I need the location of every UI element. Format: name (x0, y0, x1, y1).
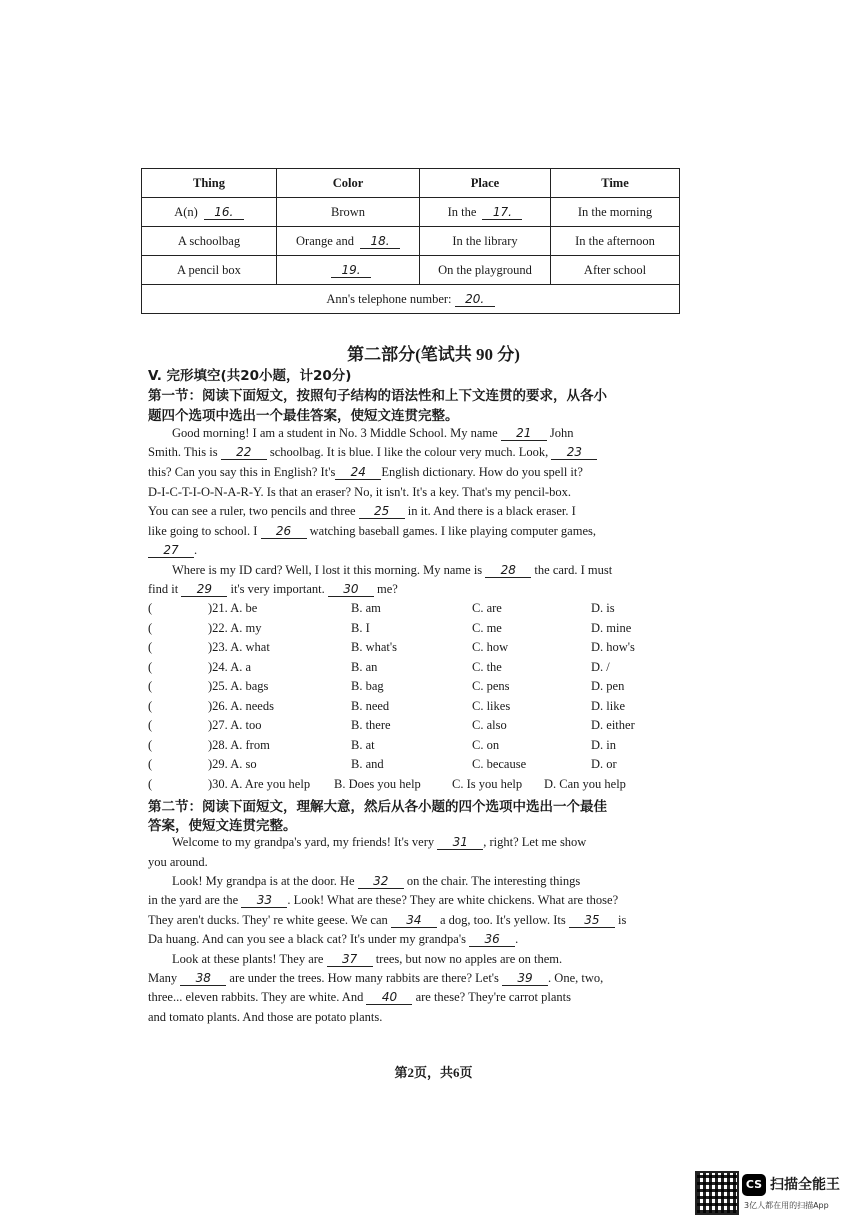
passage-line (148, 504, 576, 519)
question-option: B. there (351, 718, 391, 732)
cell-text: A pencil box (177, 262, 241, 277)
question-option: D. is (591, 601, 615, 615)
passage-line (148, 855, 208, 870)
table-cell (420, 256, 551, 285)
table-cell (551, 256, 680, 285)
passage-text: find it (148, 582, 182, 596)
table-cell (420, 198, 551, 227)
question-option: D. either (591, 718, 635, 732)
header-place: Place (420, 169, 551, 198)
answer-blank: 32 (358, 874, 404, 889)
answer-blank: 40 (366, 990, 412, 1005)
question-option-a: )25. A. bags (208, 679, 269, 693)
passage-text: Where is my ID card? Well, I lost it this morning. My name is (172, 563, 486, 577)
question-option: D. like (591, 698, 626, 713)
question-option: C. because (472, 757, 527, 771)
passage-line (148, 1010, 382, 1025)
question-option-a: )27. A. too (208, 718, 262, 732)
passage-line (172, 563, 612, 578)
answer-blank: 30 (328, 582, 374, 597)
answer-blank: 23 (551, 445, 597, 460)
answer-blank: 39 (502, 971, 548, 986)
answer-blank: 29 (181, 582, 227, 597)
answer-blank: 28 (485, 563, 531, 578)
brand-name: 扫描全能王 (770, 1177, 840, 1193)
table-cell (551, 227, 680, 256)
table-cell (142, 198, 277, 227)
cell-text: In the (447, 204, 477, 219)
section2-instruction-2: 答案，使短文连贯完整。 (148, 818, 297, 834)
passage-text: . (515, 932, 519, 946)
table-row (142, 256, 680, 285)
question-option-a: )23. A. what (208, 640, 270, 654)
passage-text: a dog, too. It's yellow. Its (436, 913, 569, 927)
question-option: D. / (591, 659, 610, 674)
passage-text: schoolbag. It is blue. I like the colour very much. Look, (266, 445, 552, 459)
question-option: B. what's (351, 640, 398, 654)
cell-text: A(n) (174, 204, 198, 219)
cell-blank: 17. (482, 205, 522, 220)
passage-text: Good morning! I am a student in No. 3 Middle School. My name (172, 426, 501, 440)
answer-blank: 22 (221, 445, 267, 460)
answer-paren[interactable]: ( (148, 640, 153, 654)
passage-text: , right? Let me show (483, 835, 587, 849)
question-option: B. and (351, 757, 384, 771)
question-option: C. how (472, 640, 509, 654)
question-option: B. an (351, 659, 378, 674)
passage-text: it's very important. (227, 582, 328, 596)
passage-line (148, 524, 596, 539)
answer-blank: 35 (569, 913, 615, 928)
passage-text: They aren't ducks. They' re white geese. We can (148, 913, 391, 927)
table-cell (277, 198, 420, 227)
passage-text: . Look! What are these? They are white chickens. What are those? (287, 893, 619, 907)
answer-paren[interactable]: ( (148, 679, 153, 693)
passage-line (148, 990, 571, 1005)
passage-text: D-I-C-T-I-O-N-A-R-Y. Is that an eraser? No, it isn't. It's a key. That's my pencil-box. (148, 485, 571, 499)
passage-text: in the yard are the (148, 893, 242, 907)
question-option: C. on (472, 737, 500, 752)
passage-line (148, 971, 603, 986)
question-option: C. me (472, 620, 502, 635)
passage-text: me? (373, 582, 398, 596)
cell-text: After school (583, 262, 647, 277)
answer-paren[interactable]: ( (148, 698, 153, 713)
passage-text: Many (148, 971, 181, 985)
passage-text: like going to school. I (148, 524, 261, 538)
table-row (142, 227, 680, 256)
question-option: C. likes (472, 698, 511, 713)
answer-paren[interactable]: ( (148, 718, 153, 732)
question-option: B. I (351, 620, 370, 635)
section2-instruction-1: 第二节：阅读下面短文，理解大意，然后从各小题的四个选项中选出一个最佳 (148, 799, 607, 815)
answer-paren[interactable]: ( (148, 776, 153, 791)
question-option-a: )29. A. so (208, 757, 257, 771)
passage-text: John (546, 426, 574, 440)
passage-text: English dictionary. How do you spell it? (381, 465, 583, 479)
passage-text: three... eleven rabbits. They are white. And (148, 990, 367, 1004)
cell-text: Orange and (296, 233, 354, 248)
qr-code-icon (695, 1171, 739, 1215)
header-thing: Thing (142, 169, 277, 198)
answer-blank: 24 (335, 465, 381, 480)
question-option: B. at (351, 737, 375, 752)
question-option: B. need (351, 698, 390, 713)
answer-blank: 33 (241, 893, 287, 908)
passage-text: . (194, 543, 198, 557)
question-option-a: )28. A. from (208, 737, 270, 752)
passage-text: Smith. This is (148, 445, 221, 459)
passage-text: Look at these plants! They are (172, 952, 327, 966)
passage-text: you around. (148, 855, 208, 869)
passage-text: are these? They're carrot plants (412, 990, 571, 1004)
cell-text: In the library (452, 233, 518, 248)
passage-line (148, 913, 626, 928)
answer-paren[interactable]: ( (148, 620, 153, 635)
passage-line (148, 465, 583, 480)
question-option: D. or (591, 757, 617, 771)
question-option: C. are (472, 601, 502, 615)
passage-text: trees, but now no apples are on them. (372, 952, 563, 966)
table-cell (142, 256, 277, 285)
cell-text: Brown (330, 204, 366, 219)
passage-text: Look! My grandpa is at the door. He (172, 874, 358, 888)
telephone-label: Ann's telephone number: (326, 291, 452, 306)
answer-paren[interactable]: ( (148, 737, 153, 752)
cell-text: A schoolbag (177, 233, 241, 248)
page-footer: 第2页，共6页 (394, 1065, 473, 1080)
table-footer-row (142, 285, 680, 314)
passage-text: in it. And there is a black eraser. I (404, 504, 576, 518)
passage-line (148, 445, 597, 460)
passage-line (172, 426, 574, 441)
table-cell (277, 256, 420, 285)
camscanner-logo: CS (742, 1174, 766, 1196)
question-option: C. Is you help (452, 776, 523, 791)
question-option: B. bag (351, 679, 384, 693)
answer-blank: 27 (148, 543, 194, 558)
answer-blank: 26 (261, 524, 307, 539)
passage-text: watching baseball games. I like playing computer games, (306, 524, 596, 538)
blank-20: 20. (455, 292, 495, 307)
question-option-a: )24. A. a (208, 659, 252, 674)
section1-instruction-1: 第一节：阅读下面短文，按照句子结构的语法性和上下文连贯的要求，从各小 (148, 388, 607, 404)
answer-blank: 21 (501, 426, 547, 441)
table-row (142, 198, 680, 227)
answer-blank: 37 (327, 952, 373, 967)
passage-line (172, 835, 586, 850)
passage-line (148, 893, 618, 908)
cell-text: On the playground (438, 262, 532, 277)
passage-text: . One, two, (548, 971, 604, 985)
table-cell (420, 227, 551, 256)
answer-blank: 31 (437, 835, 483, 850)
question-option: C. also (472, 718, 507, 732)
cell-text: In the morning (577, 204, 653, 219)
answer-paren[interactable]: ( (148, 601, 153, 615)
question-option: C. the (472, 659, 502, 674)
question-option-a: )21. A. be (208, 601, 258, 615)
passage-text: and tomato plants. And those are potato plants. (148, 1010, 383, 1024)
part2-title: 第二部分(笔试共 90 分) (347, 345, 520, 364)
section-v-heading: V. 完形填空(共20小题，计20分) (148, 368, 352, 384)
table-header-row (142, 169, 680, 198)
cell-blank: 16. (204, 205, 244, 220)
passage-text: You can see a ruler, two pencils and three (148, 504, 359, 518)
table-cell (277, 227, 420, 256)
question-option: D. Can you help (544, 776, 626, 791)
question-option: C. pens (472, 679, 510, 693)
header-color: Color (277, 169, 420, 198)
answer-blank: 34 (391, 913, 437, 928)
cell-text: In the afternoon (575, 233, 655, 248)
question-option-a: )22. A. my (208, 620, 262, 635)
telephone-cell (142, 285, 680, 314)
passage-line (148, 932, 518, 947)
question-option: D. pen (591, 679, 625, 693)
passage-text: are under the trees. How many rabbits are there? Let's (226, 971, 503, 985)
cell-blank: 19. (331, 263, 371, 278)
question-option-a: )26. A. needs (208, 698, 274, 713)
passage-line (172, 952, 562, 967)
question-option: )30. A. Are you help (208, 776, 311, 791)
passage-line (148, 582, 398, 597)
question-option: B. Does you help (334, 776, 421, 791)
passage-text: is (614, 913, 627, 927)
section1-instruction-2: 题四个选项中选出一个最佳答案，使短文连贯完整。 (148, 408, 459, 424)
table-cell (142, 227, 277, 256)
passage-line (172, 874, 580, 889)
passage-text: Welcome to my grandpa's yard, my friends! It's very (172, 835, 438, 849)
cell-blank: 18. (360, 234, 400, 249)
info-table (141, 168, 680, 314)
passage-text: on the chair. The interesting things (403, 874, 581, 888)
table-cell (551, 198, 680, 227)
brand-subtitle: 3亿人都在用的扫描App (744, 1201, 829, 1210)
answer-blank: 36 (469, 932, 515, 947)
question-option: D. mine (591, 620, 632, 635)
question-option: D. how's (591, 640, 635, 654)
answer-paren[interactable]: ( (148, 757, 153, 771)
answer-paren[interactable]: ( (148, 659, 153, 674)
passage-text: Da huang. And can you see a black cat? It's under my grandpa's (148, 932, 470, 946)
table-body (142, 198, 680, 285)
question-option: D. in (591, 737, 616, 752)
header-time: Time (551, 169, 680, 198)
passage-line (148, 543, 197, 558)
passage-text: the card. I must (531, 563, 613, 577)
passage-text: this? Can you say this in English? It's (148, 465, 336, 479)
question-option: B. am (351, 601, 381, 615)
answer-blank: 38 (180, 971, 226, 986)
answer-blank: 25 (359, 504, 405, 519)
passage-line (148, 485, 571, 500)
